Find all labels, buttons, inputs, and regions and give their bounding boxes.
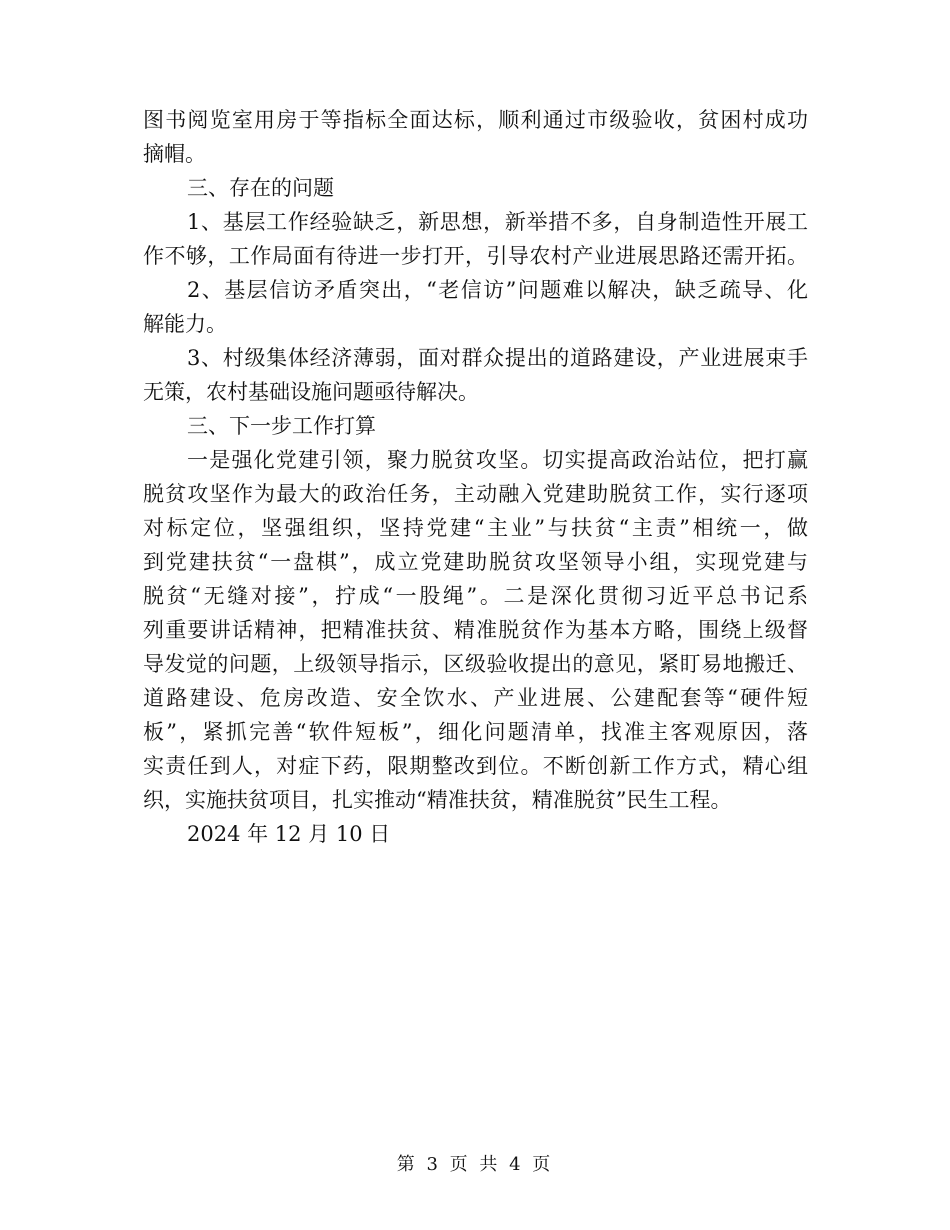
body-line: 2、基层信访矛盾突出，“老信访”问题难以解决，缺乏疏导、化 bbox=[187, 278, 808, 302]
body-line: 解能力。 bbox=[143, 312, 227, 336]
body-line: 无策，农村基础设施问题亟待解决。 bbox=[143, 380, 479, 404]
body-line: 3、村级集体经济薄弱，面对群众提出的道路建设，产业进展束手 bbox=[187, 346, 808, 370]
page-number-footer: 第 3 页 共 4 页 bbox=[396, 1154, 554, 1175]
body-line: 图书阅览室用房于等指标全面达标，顺利通过市级验收，贫困村成功 bbox=[143, 108, 808, 132]
body-line: 导发觉的问题，上级领导指示，区级验收提出的意见，紧盯易地搬迁、 bbox=[143, 652, 808, 676]
body-line: 作不够，工作局面有待进一步打开，引导农村产业进展思路还需开拓。 bbox=[143, 244, 808, 268]
body-line: 道路建设、危房改造、安全饮水、产业进展、公建配套等“硬件短 bbox=[143, 686, 808, 710]
body-line: 一是强化党建引领，聚力脱贫攻坚。切实提高政治站位，把打赢 bbox=[187, 448, 808, 472]
document-date: 2024 年 12 月 10 日 bbox=[187, 822, 391, 846]
body-line: 到党建扶贫“一盘棋”，成立党建助脱贫攻坚领导小组，实现党建与 bbox=[143, 550, 808, 574]
body-line: 板”，紧抓完善“软件短板”，细化问题清单，找准主客观原因，落 bbox=[143, 720, 808, 744]
body-line: 摘帽。 bbox=[143, 142, 206, 166]
body-line: 织，实施扶贫项目，扎实推动“精准扶贫，精准脱贫”民生工程。 bbox=[143, 788, 732, 812]
section-heading: 三、存在的问题 bbox=[187, 176, 334, 200]
body-line: 对标定位，坚强组织，坚持党建“主业”与扶贫“主责”相统一，做 bbox=[143, 516, 808, 540]
body-line: 实责任到人，对症下药，限期整改到位。不断创新工作方式，精心组 bbox=[143, 754, 808, 778]
body-line: 列重要讲话精神，把精准扶贫、精准脱贫作为基本方略，围绕上级督 bbox=[143, 618, 808, 642]
body-line: 1、基层工作经验缺乏，新思想，新举措不多，自身制造性开展工 bbox=[187, 210, 808, 234]
body-line: 脱贫攻坚作为最大的政治任务，主动融入党建助脱贫工作，实行逐项 bbox=[143, 482, 808, 506]
document-body bbox=[143, 103, 808, 851]
section-heading: 三、下一步工作打算 bbox=[187, 414, 376, 438]
body-line: 脱贫“无缝对接”，拧成“一股绳”。二是深化贯彻习近平总书记系 bbox=[143, 584, 808, 608]
